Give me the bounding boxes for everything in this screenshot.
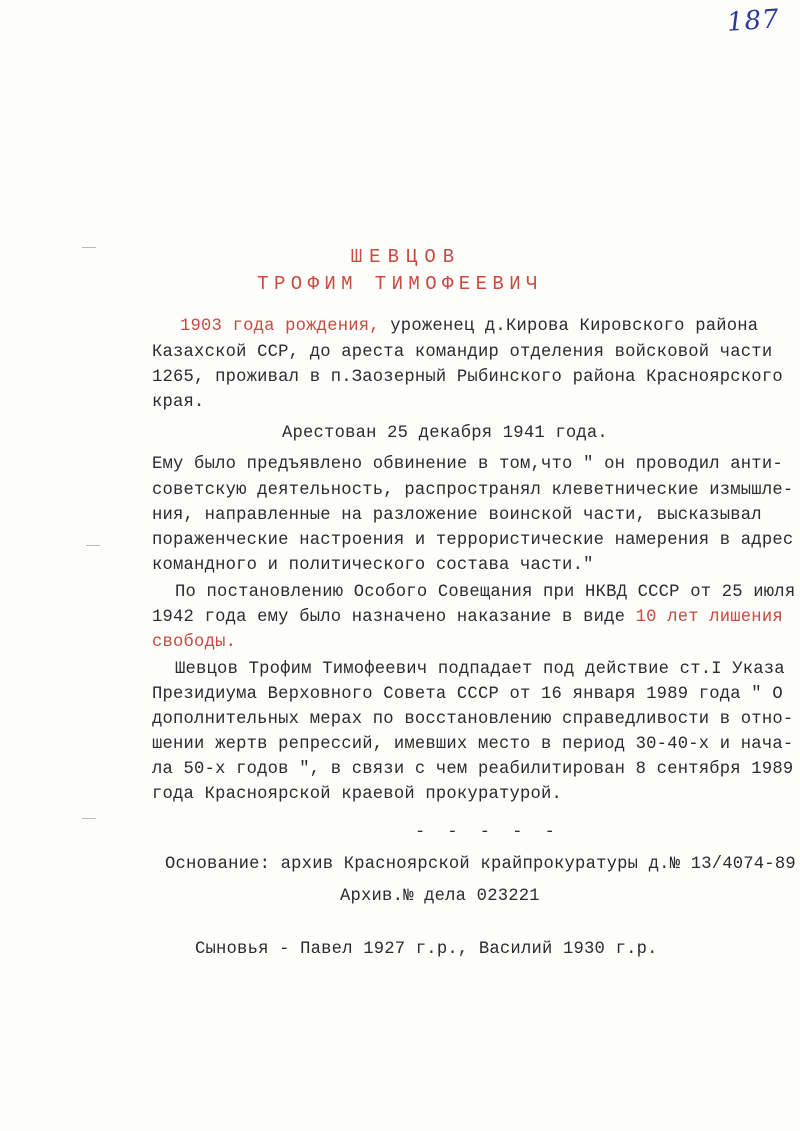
- sentence-term-text: 10 лет лишения: [635, 608, 783, 627]
- paragraph-4-line-2: Президиума Верховного Совета СССР от 16 января 1989 года " О: [152, 685, 783, 704]
- page-number: 187: [726, 4, 781, 38]
- paragraph-2-line-5: командного и политического состава части.": [152, 556, 594, 575]
- paragraph-2-line-2: советскую деятельность, распространял клеветнические измышле-: [152, 481, 794, 500]
- paragraph-2-line-3: ния, направленные на разложение воинской части, высказывал: [152, 506, 762, 525]
- paragraph-3-line-1: По постановлению Особого Совещания при НКВД СССР от 25 июля: [175, 583, 796, 602]
- arrest-date-line: Арестован 25 декабря 1941 года.: [282, 424, 608, 443]
- paragraph-4-line-5: ла 50-х годов ", в связи с чем реабилитирован 8 сентября 1989: [152, 760, 794, 779]
- person-surname: ШЕВЦОВ: [350, 246, 462, 268]
- birthplace-text: уроженец д.Кирова Кировского района: [379, 317, 759, 336]
- paragraph-3-line-2: [152, 609, 783, 626]
- paragraph-1-line-3: 1265, проживал в п.Заозерный Рыбинского района Красноярского: [152, 368, 783, 387]
- paragraph-3-line-3: свободы.: [152, 633, 237, 652]
- basis-line: Основание: архив Красноярской крайпрокуратуры д.№ 13/4074-89: [165, 855, 796, 874]
- sentence-text: 1942 года ему было назначено наказание в виде: [152, 608, 636, 627]
- sons-line: Сыновья - Павел 1927 г.р., Василий 1930 г.р.: [195, 940, 658, 959]
- separator-dashes: - - - - -: [415, 823, 561, 842]
- paragraph-4-line-4: шении жертв репрессий, имевших место в период 30-40-х и нача-: [152, 735, 794, 754]
- paragraph-1-line-2: Казахской ССР, до ареста командир отделения войсковой части: [152, 343, 773, 362]
- paragraph-4-line-3: дополнительных мерах по восстановлению справедливости в отно-: [152, 710, 794, 729]
- paragraph-1-line-1: [180, 318, 758, 335]
- archive-number-line: Архив.№ дела 023221: [340, 887, 540, 906]
- margin-mark: [82, 818, 96, 819]
- person-given-names: ТРОФИМ ТИМОФЕЕВИЧ: [257, 273, 543, 295]
- margin-mark: [86, 545, 100, 546]
- paragraph-2-line-1: Ему было предъявлено обвинение в том,что " он проводил анти-: [152, 455, 783, 474]
- birth-year-text: 1903 года рождения,: [180, 317, 380, 336]
- paragraph-2-line-4: пораженческие настроения и террористические намерения в адрес: [152, 531, 794, 550]
- paragraph-4-line-6: года Красноярской краевой прокуратурой.: [152, 785, 563, 804]
- paragraph-1-line-4: края.: [152, 393, 205, 412]
- paragraph-4-line-1: Шевцов Трофим Тимофеевич подпадает под действие ст.I Указа: [175, 660, 785, 679]
